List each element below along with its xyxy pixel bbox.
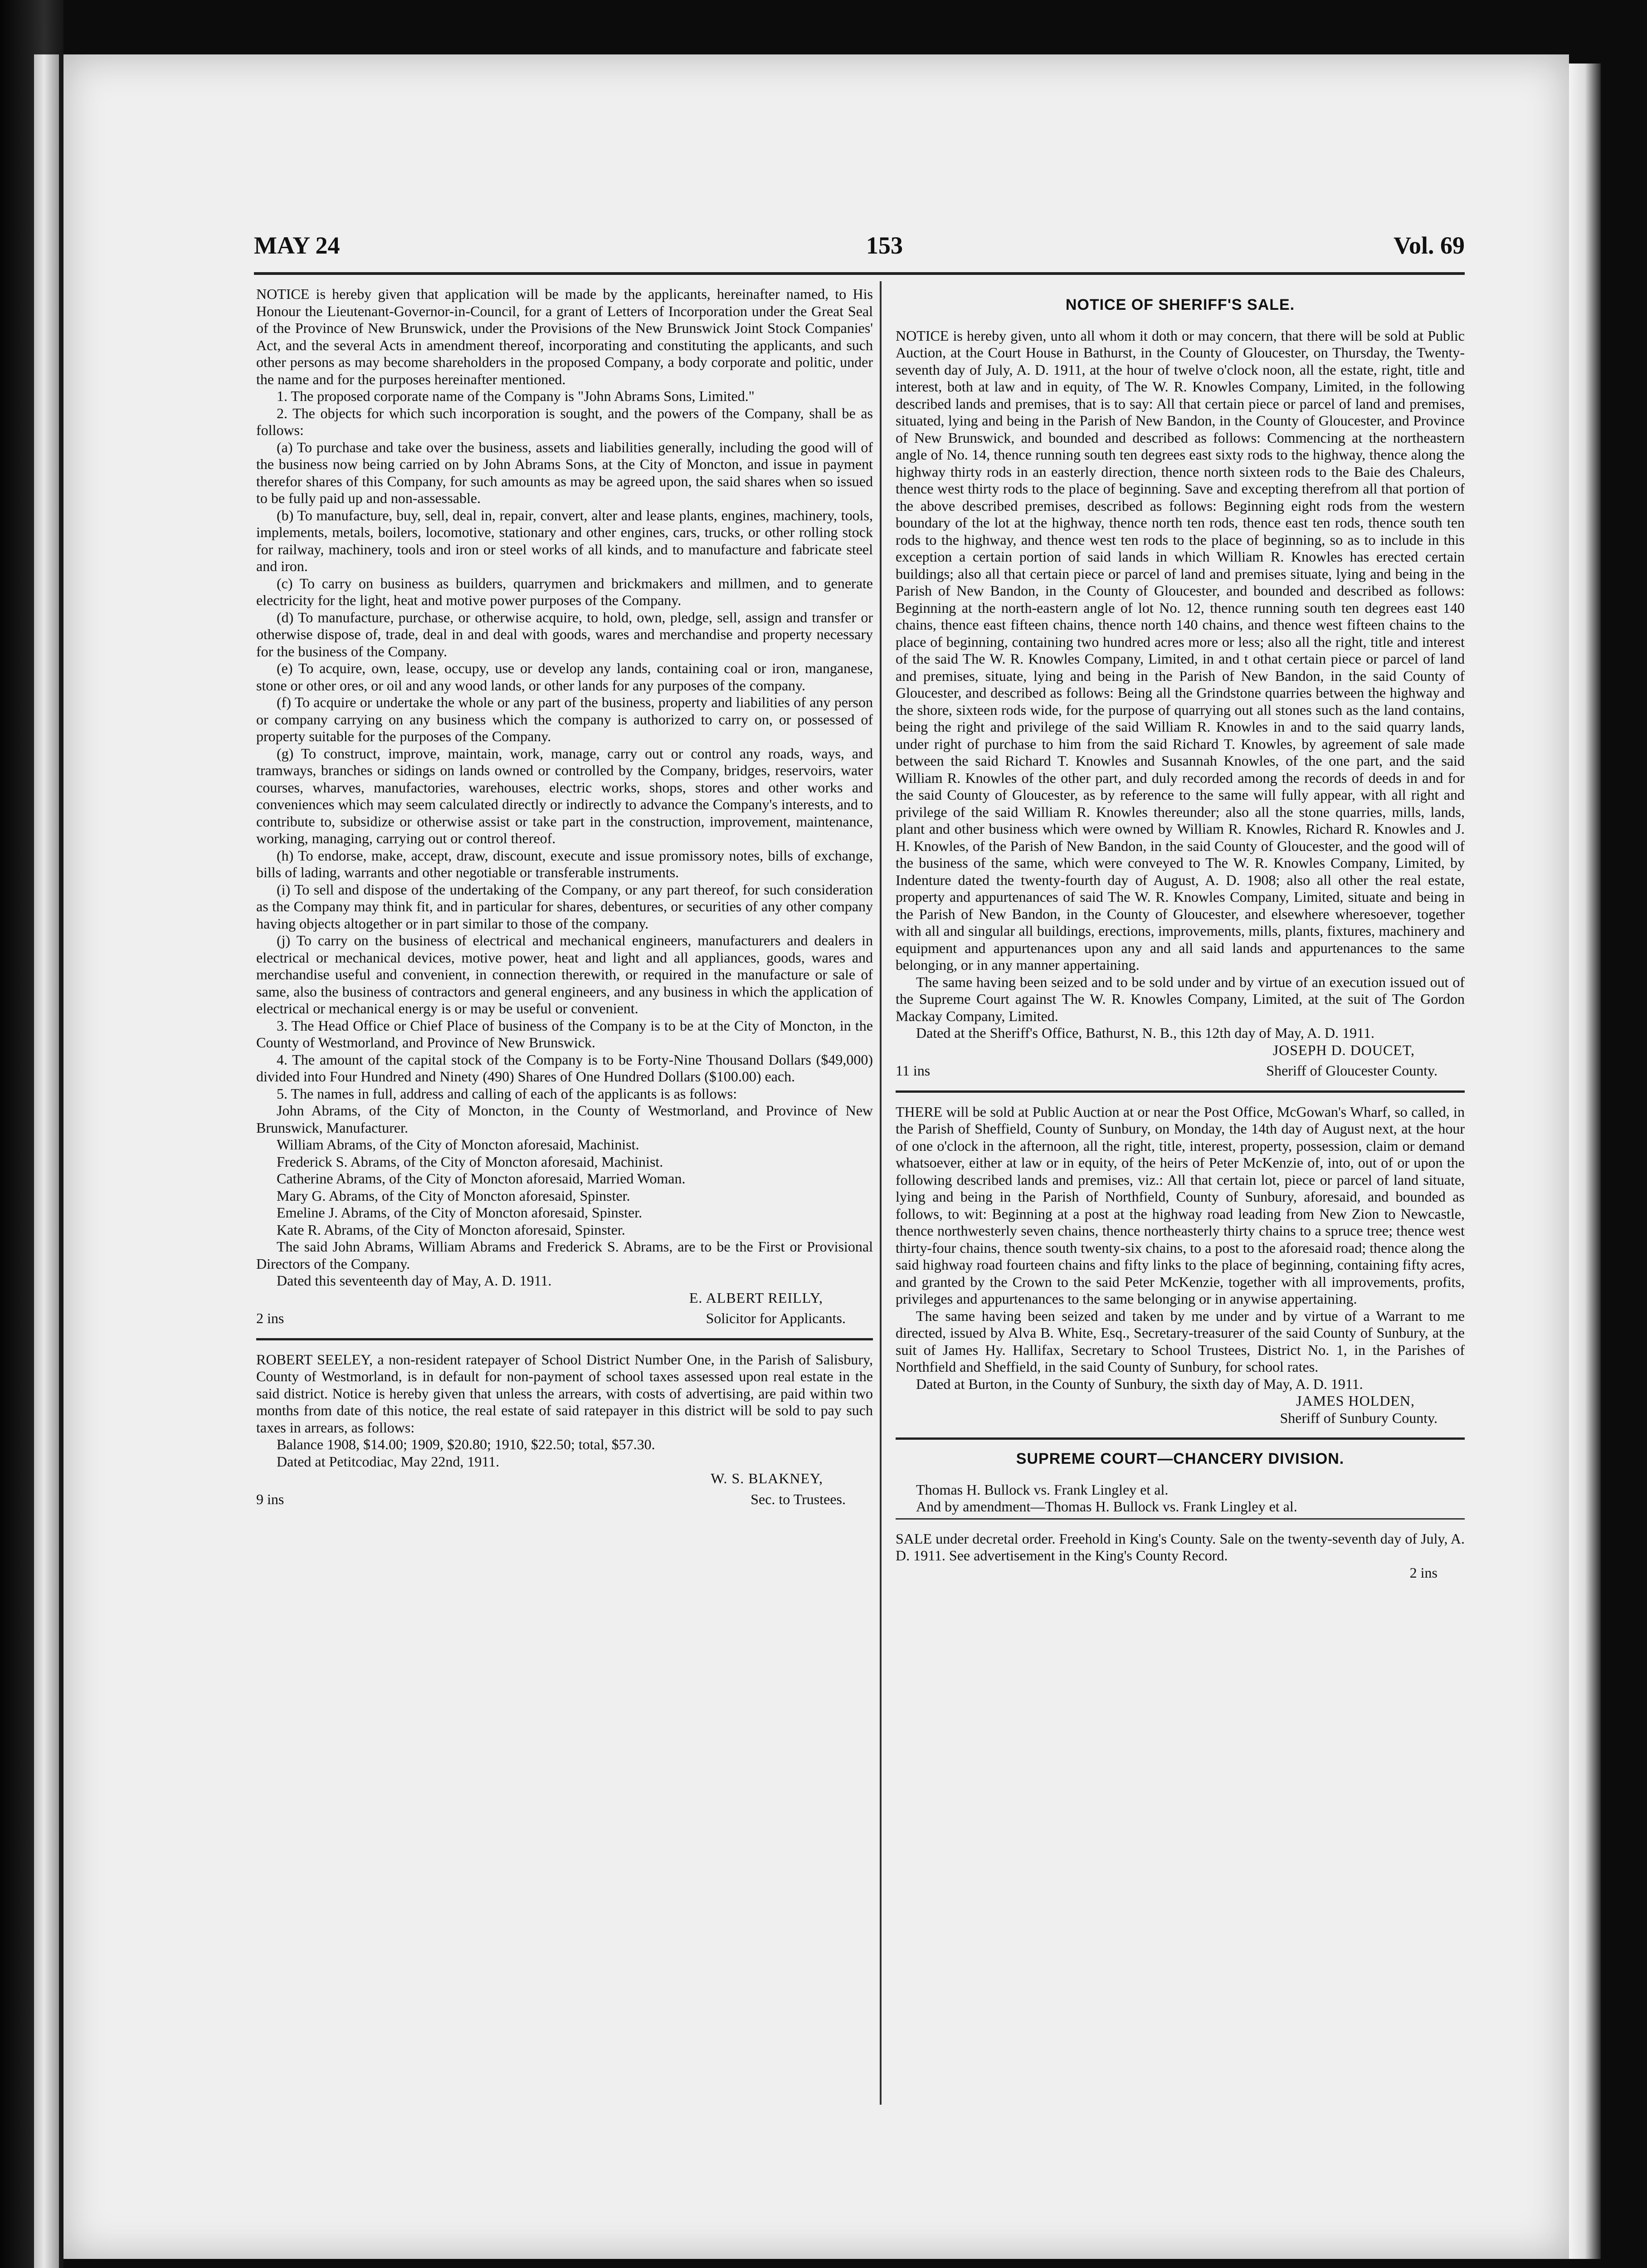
section-divider <box>896 1090 1465 1093</box>
notice-paragraph: (i) To sell and dispose of the undertaking of the Company, or any part thereof, for such consideration as the Company may think fit, and in particular for shares, debentures, or securities of any other company having objects altogether or in part similar to those of the company. <box>256 881 873 932</box>
volume-number: Vol. 69 <box>1393 232 1465 259</box>
court-case-line: And by amendment—Thomas H. Bullock vs. Frank Lingley et al. <box>916 1498 1297 1515</box>
court-sale-text: SALE under decretal order. Freehold in King's County. Sale on the twenty-seventh day of July, A. D. 1911. See advertisement in the King's County Record. <box>896 1530 1465 1564</box>
sheriff-signer: JOSEPH D. DOUCET, <box>1272 1041 1415 1058</box>
sheriff-sale-heading: NOTICE OF SHERIFF'S SALE. <box>1065 296 1295 313</box>
page-number: 153 <box>866 232 903 259</box>
notice-paragraph: (h) To endorse, make, accept, draw, discount, execute and issue promissory notes, bills of exchange, bills of lading, warrants and other negotiable or transferable instruments. <box>256 847 873 880</box>
notice-paragraph: (e) To acquire, own, lease, occupy, use or develop any lands, containing coal or iron, manganese, stone or other ores, or oil and any wood lands, or other lands for any purposes of the company. <box>256 660 873 694</box>
sunbury-auction-notice <box>896 1104 1465 1427</box>
notice-paragraph: The said John Abrams, William Abrams and Frederick S. Abrams, are to be the First or Provisional Directors of the Company. <box>256 1238 873 1272</box>
seeley-paragraph: Balance 1908, $14.00; 1909, $20.80; 1910, $22.50; total, $57.30. <box>277 1436 655 1452</box>
book-binding <box>34 54 59 2268</box>
notice-paragraph: Kate R. Abrams, of the City of Moncton aforesaid, Spinster. <box>277 1221 625 1238</box>
notice-paragraph: 3. The Head Office or Chief Place of business of the Company is to be at the City of Moncton, in the County of Westmorland, and Province of New Brunswick. <box>256 1017 873 1051</box>
notice-paragraph: 5. The names in full, address and calling of each of the applicants is as follows: <box>277 1085 737 1102</box>
page-edge <box>1569 64 1601 2259</box>
notice-paragraph: Dated this seventeenth day of May, A. D. 1911. <box>277 1272 552 1289</box>
section-divider <box>896 1437 1465 1440</box>
section-divider <box>256 1338 873 1340</box>
seeley-insertion-count: 9 ins <box>256 1491 284 1507</box>
seeley-tax-notice <box>256 1351 873 1508</box>
court-case-line: Thomas H. Bullock vs. Frank Lingley et al. <box>916 1481 1169 1498</box>
auction-paragraph: The same having been seized and taken by me under and by virtue of a Warrant to me directed, issued by Alva B. White, Esq., Secretary-treasurer of the said County of Sunbury, at the suit of James Hy. Hallifax, Secretary to School Trustees, District No. 1, in the Parishes of Northfield and Sheffield, in the said County of Sunbury, for school rates. <box>896 1307 1465 1375</box>
seeley-signer-title: Sec. to Trustees. <box>750 1491 846 1507</box>
notice-insertion-count: 2 ins <box>256 1310 284 1326</box>
notice-paragraph: Mary G. Abrams, of the City of Moncton aforesaid, Spinster. <box>277 1187 630 1204</box>
notice-paragraph: 1. The proposed corporate name of the Company is "John Abrams Sons, Limited." <box>277 388 755 404</box>
header-rule <box>254 272 1465 275</box>
case-divider <box>896 1518 1465 1520</box>
seeley-paragraph: ROBERT SEELEY, a non-resident ratepayer of School District Number One, in the Parish of Salisbury, County of Westmorland, is in default for non-payment of school taxes assessed upon real estate in the said district. Notice is hereby given that unless the arrears, with costs of advertising, are paid within two months from date of this notice, the real estate of said ratepayer in this district will be sold to pay such taxes in arrears, as follows: <box>256 1351 873 1436</box>
notice-paragraph: (j) To carry on the business of electrical and mechanical engineers, manufacturers and dealers in electrical or mechanical devices, motive power, heat and light and all appliances, goods, wares and merchandise useful and convenient, in connection therewith, or required in the manufacture or sale of same, also the business of contractors and general engineers, and any business in which the application of electrical or mechanical energy is or may be useful or convenient. <box>256 932 873 1017</box>
column-rule <box>880 281 882 2105</box>
sheriff-signer-title: Sheriff of Gloucester County. <box>1266 1062 1437 1079</box>
court-heading: SUPREME COURT—CHANCERY DIVISION. <box>1016 1450 1345 1467</box>
chancery-notice <box>896 1481 1465 1582</box>
notice-paragraph: (d) To manufacture, purchase, or otherwise acquire, to hold, own, pledge, sell, assign and transfer or otherwise dispose of, trade, deal in and deal with goods, wares and merchandise and property necessary for the business of the Company. <box>256 609 873 660</box>
notice-signer-title: Solicitor for Applicants. <box>706 1310 846 1326</box>
notice-paragraph: William Abrams, of the City of Moncton aforesaid, Machinist. <box>277 1136 639 1153</box>
auction-paragraph: Dated at Burton, in the County of Sunbury, the sixth day of May, A. D. 1911. <box>916 1375 1363 1392</box>
seeley-signer: W. S. BLAKNEY, <box>711 1470 823 1486</box>
auction-signer: JAMES HOLDEN, <box>1296 1393 1415 1409</box>
incorporation-notice <box>256 286 873 1327</box>
notice-paragraph: (a) To purchase and take over the business, assets and liabilities generally, including the good will of the business now being carried on by John Abrams Sons, at the City of Moncton, and issue in payment therefor shares of this Company, for such amounts as may be agreed upon, the said shares when so issued to be fully paid up and non-assessable. <box>256 439 873 506</box>
notice-paragraph: 2. The objects for which such incorporation is sought, and the powers of the Company, shall be as follows: <box>256 405 873 438</box>
notice-paragraph: (g) To construct, improve, maintain, work, manage, carry out or control any roads, ways, and tramways, branches or sidings on lands owned or controlled by the Company, bridges, reservoirs, water courses, wharves, manufactories, warehouses, electric works, shops, stores and other works and conveniences which may seem calculated directly or indirectly to advance the Company's interests, and to contribute to, subsidize or otherwise assist or take part in the construction, improvement, maintenance, working, managing, carrying out or control thereof. <box>256 745 873 846</box>
sheriff-insertion-count: 11 ins <box>896 1062 931 1079</box>
notice-paragraph: Catherine Abrams, of the City of Moncton aforesaid, Married Woman. <box>277 1170 686 1187</box>
auction-signer-title: Sheriff of Sunbury County. <box>1280 1409 1437 1426</box>
notice-paragraph: Frederick S. Abrams, of the City of Moncton aforesaid, Machinist. <box>277 1153 663 1170</box>
notice-paragraph: Emeline J. Abrams, of the City of Moncton aforesaid, Spinster. <box>277 1204 643 1221</box>
auction-paragraph: THERE will be sold at Public Auction at or near the Post Office, McGowan's Wharf, so called, in the Parish of Sheffield, County of Sunbury, on Monday, the 14th day of August next, at the hour of one o'clock in the afternoon, all the right, title, interest, property, possession, claim or demand whatsoever, either at law or in equity, of the heirs of Peter McKenzie of, into, out of or upon the following described lands and premises, viz.: All that certain lot, piece or parcel of land situate, lying and being in the Parish of Northfield, County of Sunbury, aforesaid, and bounded as follows, to wit: Beginning at a post at the highway road leading from New Zion to Newcastle, thence northwesterly seven chains, thence northeasterly thirty chains to a spruce tree; thence west thirty-four chains, thence south twenty-six chains, to a post to the aforesaid road; thence along the said highway road fourteen chains and fifty links to the place of beginning, containing fifty acres, and granted by the Crown to the said Peter McKenzie, together with all improvements, profits, privileges and appurtenances to the same belonging or in anywise appertaining. <box>896 1103 1465 1307</box>
left-column <box>256 286 873 2118</box>
page-header <box>254 231 1465 272</box>
notice-paragraph: (b) To manufacture, buy, sell, deal in, repair, convert, alter and lease plants, engines, machinery, tools, implements, metals, boilers, locomotive, stationary and other engines, cars, trucks, or other rolling stock for railway, machinery, tools and iron or steel works of all kinds, and to manufacture and fabricate steel and iron. <box>256 507 873 574</box>
notice-paragraph: (c) To carry on business as builders, quarrymen and brickmakers and millmen, and to generate electricity for the light, heat and motive power purposes of the Company. <box>256 575 873 608</box>
notice-paragraph: 4. The amount of the capital stock of the Company is to be Forty-Nine Thousand Dollars ($49,000) divided into Four Hundred and Ninety (490) Shares of One Hundred Dollars ($100.00) each. <box>256 1051 873 1085</box>
sheriff-sale-notice <box>896 327 1465 1080</box>
notice-signer: E. ALBERT REILLY, <box>689 1289 823 1306</box>
sheriff-paragraph: Dated at the Sheriff's Office, Bathurst, N. B., this 12th day of May, A. D. 1911. <box>916 1025 1374 1041</box>
sheriff-paragraph: NOTICE is hereby given, unto all whom it doth or may concern, that there will be sold at Public Auction, at the Court House in Bathurst, in the County of Gloucester, on Thursday, the Twenty-seventh day of July, A. D. 1911, at the hour of twelve o'clock noon, all the estate, right, title and interest, both at law and in equity, of The W. R. Knowles Company, Limited, in the following described lands and premises, that is to say: All that certain piece or parcel of land and premises, situated, lying and being in the Parish of New Bandon, in the County of Gloucester, and Province of New Brunswick, and bounded and described as follows: Commencing at the northeastern angle of No. 14, thence running south ten degrees east sixty rods to the highway, thence along the highway thirty rods in an easterly direction, thence north sixteen rods to the Baie des Chaleurs, thence west thirty rods to the place of beginning. Save and excepting therefrom all that portion of the above described premises, described as follows: Beginning eight rods from the western boundary of the lot at the highway, thence north ten rods, thence east ten rods, thence south ten rods to the highway, and thence west ten rods to the place of beginning, so as to include in this exception a certain portion of said lands in which William R. Knowles has erected certain buildings; also all that certain piece or parcel of land and premises situate, lying and being in the Parish of New Bandon, in the County of Gloucester, and bounded and described as follows: Beginning at the north-eastern angle of lot No. 12, thence running south ten degrees east 140 chains, thence east fifteen chains, thence north 140 chains, and thence west fifteen chains to the place of beginning, containing two hundred acres more or less; also all the right, title and interest of the said The W. R. Knowles Company, Limited, in and t othat certain piece or parcel of land and premises, situate, lying and being in the Parish of New Bandon, in the said County of Gloucester, and described as follows: Being all the Grindstone quarries between the highway and the shore, sixteen rods wide, for the purpose of quarrying out all stones such as the land contains, being the right and privilege of the said William R. Knowles in and to the said quarry lands, under right of purchase to him from the said Richard T. Knowles, by agreement of sale made between the said Richard T. Knowles and Susannah Knowles, of the one part, and the said William R. Knowles of the other part, and duly recorded among the records of deeds in and for the said County of Gloucester, as by reference to the same will fully appear, with all right and privilege of the said William R. Knowles thereunder; also all the stone quarries, mills, lands, plant and other business which were owned by William R. Knowles, Richard R. Knowles and J. H. Knowles, of the Parish of New Bandon, in the said County of Gloucester, and the good will of the business of the same, which were conveyed to The W. R. Knowles Company, Limited, by Indenture dated the twenty-fourth day of August, A. D. 1908; also all other the real estate, property and appurtenances of said The W. R. Knowles Company, Limited, situate and being in the Parish of New Bandon, in the County of Gloucester, and elsewhere wheresoever, together with all and singular all buildings, erections, improvements, mills, plants, fixtures, machinery and equipment and appurtenances upon any and all said lands and appurtenances to the same belonging, or in any manner appertaining. <box>896 327 1465 973</box>
notice-paragraph: NOTICE is hereby given that application will be made by the applicants, hereinafter named, to His Honour the Lieutenant-Governor-in-Council, for a grant of Letters of Incorporation under the Great Seal of the Province of New Brunswick, under the Provisions of the New Brunswick Joint Stock Companies' Act, and the several Acts in amendment thereof, incorporating and constituting the applicants, and such other persons as may become shareholders in the proposed Company, a body corporate and politic, under the name and for the purposes hereinafter mentioned. <box>256 286 873 387</box>
notice-paragraph: John Abrams, of the City of Moncton, in the County of Westmorland, and Province of New Brunswick, Manufacturer. <box>256 1102 873 1136</box>
sheriff-paragraph: The same having been seized and to be sold under and by virtue of an execution issued out of the Supreme Court against The W. R. Knowles Company, Limited, at the suit of The Gordon Mackay Company, Limited. <box>896 973 1465 1024</box>
court-insertion-count: 2 ins <box>1409 1564 1437 1581</box>
seeley-paragraph: Dated at Petitcodiac, May 22nd, 1911. <box>277 1453 500 1470</box>
notice-paragraph: (f) To acquire or undertake the whole or any part of the business, property and liabilities of any person or company carrying on any business which the company is authorized to carry on, or possessed of property suitable for the purposes of the Company. <box>256 694 873 744</box>
right-column <box>896 286 1465 2118</box>
header-date: MAY 24 <box>254 232 340 259</box>
